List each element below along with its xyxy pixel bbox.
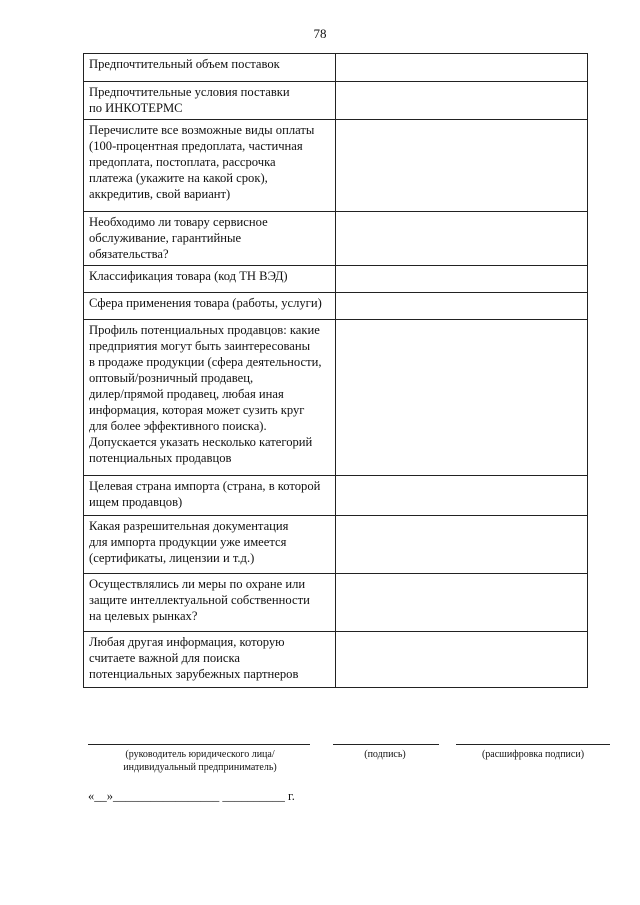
page-number: 78 (313, 26, 327, 41)
answer-cell[interactable] (336, 516, 588, 574)
answer-cell[interactable] (336, 120, 588, 212)
answer-cell[interactable] (336, 293, 588, 320)
question-cell: Предпочтительный объем поставок (84, 54, 336, 82)
answer-cell[interactable] (336, 82, 588, 120)
answer-cell[interactable] (336, 320, 588, 476)
head-caption: (руководитель юридического лица/ индивидуальный предприниматель) (123, 749, 277, 773)
table-row (84, 266, 588, 293)
question-cell: Необходимо ли товару сервисное обслуживание, гарантийные обязательства? (84, 212, 336, 266)
question-cell: Перечислите все возможные виды оплаты (100-процентная предоплата, частичная предоплата, постоплата, рассрочка платежа (укажите на какой срок), аккредитив, свой вариант) (84, 120, 336, 212)
answer-cell[interactable] (336, 476, 588, 516)
question-cell: Предпочтительные условия поставки по ИНКОТЕРМС (84, 82, 336, 120)
table-row (84, 574, 588, 632)
answer-cell[interactable] (336, 212, 588, 266)
question-cell: Любая другая информация, которую считаете важной для поиска потенциальных зарубежных партнеров (84, 632, 336, 688)
answer-cell[interactable] (336, 54, 588, 82)
table-row (84, 54, 588, 82)
questionnaire-table (83, 53, 588, 688)
question-cell: Классификация товара (код ТН ВЭД) (84, 266, 336, 293)
table-row (84, 632, 588, 688)
date-line: «__»_________________ __________ г. (88, 789, 295, 803)
decode-caption: (расшифровка подписи) (481, 749, 585, 760)
table-row (84, 293, 588, 320)
question-cell: Осуществлялись ли меры по охране или защите интеллектуальной собственности на целевых рынках? (84, 574, 336, 632)
table-row (84, 82, 588, 120)
sign-caption: (подпись) (364, 749, 406, 760)
question-cell: Сфера применения товара (работы, услуги) (84, 293, 336, 320)
table-row (84, 320, 588, 476)
answer-cell[interactable] (336, 574, 588, 632)
question-cell: Какая разрешительная документация для импорта продукции уже имеется (сертификаты, лицензии и т.д.) (84, 516, 336, 574)
table-row (84, 212, 588, 266)
signature-line (333, 744, 439, 745)
table-row (84, 476, 588, 516)
table-row (84, 120, 588, 212)
answer-cell[interactable] (336, 266, 588, 293)
head-signature-line (88, 744, 310, 745)
question-cell: Профиль потенциальных продавцов: какие предприятия могут быть заинтересованы в продаже продукции (сфера деятельности, оптовый/розничный продавец, дилер/прямой продавец, любая иная информация, которая может сузить круг для более эффективного поиска). Допускается указать несколько категорий потенциальных продавцов (84, 320, 336, 476)
table-row (84, 516, 588, 574)
answer-cell[interactable] (336, 632, 588, 688)
decode-signature-line (456, 744, 610, 745)
question-cell: Целевая страна импорта (страна, в которой ищем продавцов) (84, 476, 336, 516)
